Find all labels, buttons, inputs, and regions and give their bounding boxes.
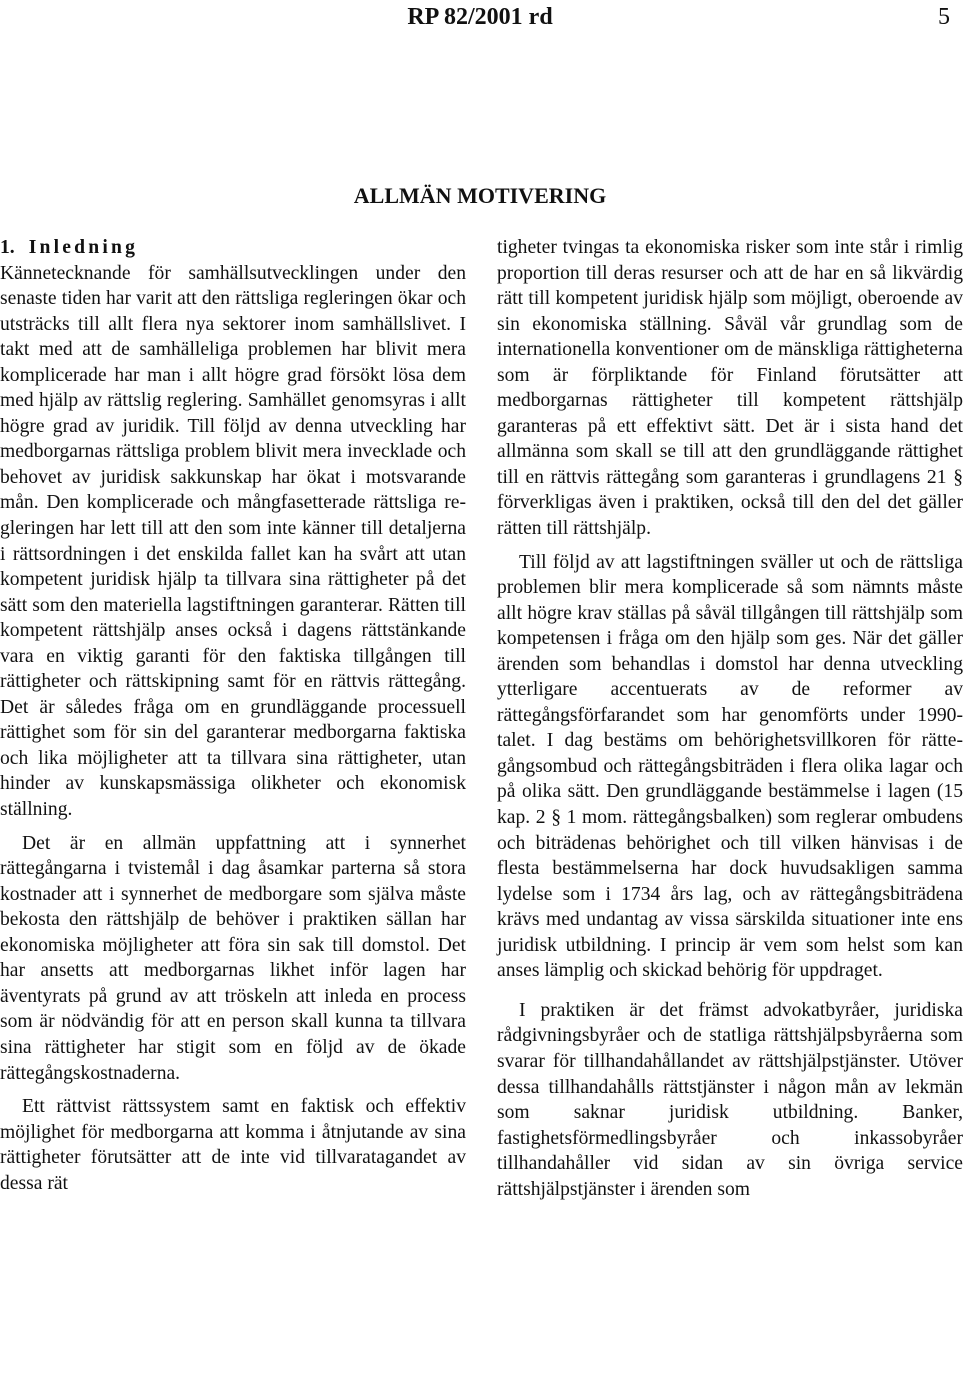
paragraph: Kännetecknande för samhällsutvecklingen under den senaste tiden har varit att den rättsliga regleringen ökar och utsträcks till allt flera nya sektorer inom samhällslivet. I takt med att de samhälleliga problemen har blivit mera komplicerade har man i allt högre grad försökt lösa dem med hjälp av rättslig reglering. Samhället genomsyras i allt högre grad av juridik. Till följd av denna utveckling har medborgarnas rättsliga problem blivit mera invecklade och behovet av juridisk sakkunskap har ökat i motsvarande mån. Den komplicerade och mångfasetterade rättsliga regleringen har lett till att den som inte känner till detaljerna i rättsordningen i det enskilda fallet kan ha svårt att utan kompetent juridisk hjälp ta tillvara sina rättigheter på det sätt som den materiella lagstiftningen garanterar. Rätten till kompetent rättshjälp anses också i dagens rättstänkande vara en viktig garanti för den faktiska tillgången till rättigheter och rättskipning samt för en rättvis rättegång. Det är således fråga om en grundläggande processuell rättighet som för sin del garanterar medborgarna faktiska och lika möjligheter att ta tillvara sina rättigheter, utan hinder av kunskapsmässiga olikheter och ekonomisk ställning. xyxy=(0,262,466,821)
running-header-title: RP 82/2001 rd xyxy=(407,4,553,30)
chapter-heading xyxy=(0,235,466,261)
left-column xyxy=(0,235,466,1196)
paragraph: I praktiken är det främst advokatbyråer, juridiska rådgivningsbyråer och de statliga rättshjälpsbyråerna som svarar för tillhandahållandet av rättshjälpstjänster. Utöver dessa tillhandahålls rättstjänster i någon mån av lekmän som saknar juridisk utbildning. Banker, fastighetsförmedlingsbyråer och inkassobyråer tillhandahåller vid sidan av sin övriga service rättshjälpstjänster i ärenden som xyxy=(497,999,963,1200)
paragraph: Ett rättvist rättssystem samt en faktisk och effektiv möjlighet för medborgarna att komma i åtnjutande av sina rättigheter förutsätter att de inte vid tillvaratagandet av dessa rät xyxy=(0,1096,466,1194)
chapter-number: 1. xyxy=(0,237,15,258)
chapter-title: Inledning xyxy=(28,237,139,258)
page-number: 5 xyxy=(938,4,950,30)
paragraph: Till följd av att lagstiftningen sväller ut och de rättsliga problemen blir mera komplicerade så som nämnts måste allt högre krav ställas på såväl tillgången till rättshjälp som kompetensen i fråga om den hjälp som ges. När det gäller ärenden som behandlas i domstol har denna utveckling ytterligare accentuerats av de reformer av rättegångsförfarandet som har genomförts under 1990-talet. I dag bestäms om behörighetsvillkoren för rättegångsombud och rättegångsbiträden i flera olika lagar och på olika sätt. Den grundläggande bestämmelse i lagen (15 kap. 2 § 1 mom. rättegångsbalken) som reglerar ombudens och biträdenas behörighet och till vilken hänvisas i de flesta bestämmelserna har dock huvudsakligen samma lydelse som i 1734 års lag, och av rättegångsbiträdena krävs med undantag av vissa särskilda situationer inte ens juridisk utbildning. I princip är vem som helst som kan anses lämplig och skickad behörig för uppdraget. xyxy=(497,551,963,982)
paragraph: Det är en allmän uppfattning att i synnerhet rättegångarna i tvistemål i dag åsamkar parterna så stora kostnader att i synnerhet de medborgare som själva måste bekosta den rättshjälp de behöver i praktiken sällan har ekonomiska möjligheter att föra sin sak till domstol. Det har ansetts att medborgarnas likhet inför lagen har äventyrats på grund av att tröskeln att inleda en process som är nödvändig för att en person skall kunna ta tillvara sina rättigheter har stigit som en följd av de ökade rättegångskostnaderna. xyxy=(0,832,466,1084)
section-title: ALLMÄN MOTIVERING xyxy=(353,183,607,208)
paragraph: tigheter tvingas ta ekonomiska risker som inte står i rimlig proportion till deras resurser och att de har en så likvärdig rätt till kompetent juridisk hjälp som möjligt, oberoende av sin ekonomiska ställning. Såväl vår grundlag som de internationella konventioner om de mänskliga rättigheterna som är förpliktande för Finland förutsätter att medborgarnas rättigheter till kompetent rättshjälp garanteras på ett effektivt sätt. Det är i sista hand det allmänna som skall se till att den grundläggande rättighet till en rättvis rättegång som garanteras i grundlagens 21 § förverkligas även i praktiken, också till den del det gäller rätten till rättshjälp. xyxy=(497,237,963,540)
right-column xyxy=(497,235,963,1202)
